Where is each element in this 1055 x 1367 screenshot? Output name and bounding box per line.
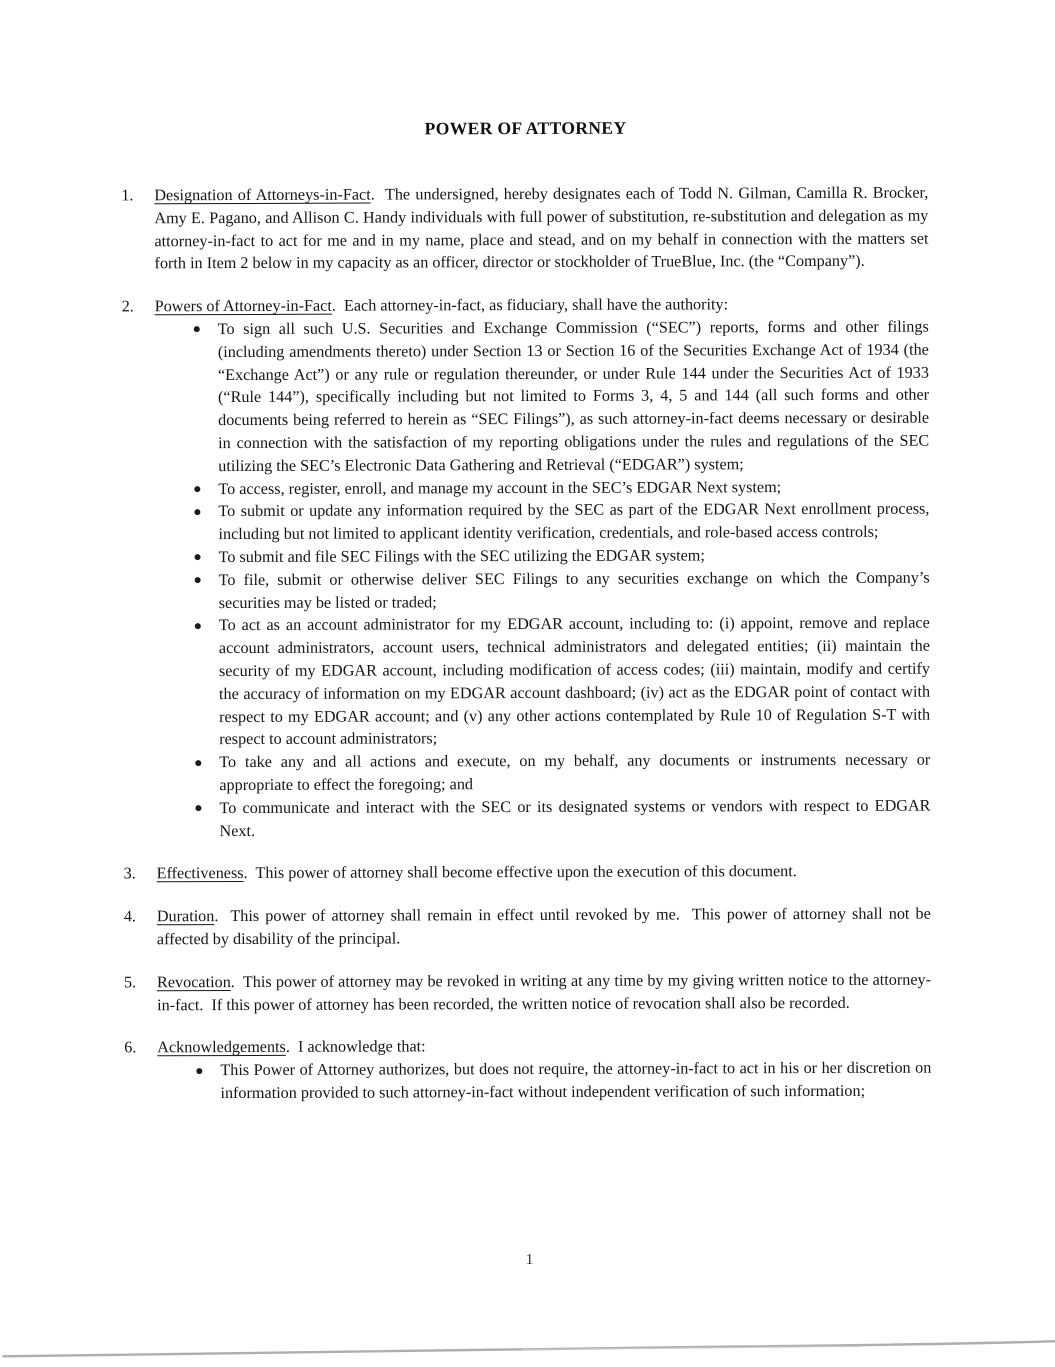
item-paragraph xyxy=(154,182,928,276)
item-paragraph xyxy=(157,1034,931,1059)
bullet-item xyxy=(155,498,929,546)
bullet-marker-icon xyxy=(195,577,201,583)
item-heading: Revocation xyxy=(157,972,231,991)
item-number: 5. xyxy=(124,973,137,992)
bullet-item xyxy=(157,1057,931,1105)
item-content xyxy=(155,293,931,843)
list-item-6 xyxy=(124,1034,931,1105)
item-paragraph xyxy=(157,860,931,885)
item-number: 6. xyxy=(124,1038,137,1057)
list-item-4 xyxy=(124,903,931,951)
item-text: I acknowledge that: xyxy=(297,1037,426,1057)
bullet-text: To access, register, enroll, and manage my account in the SEC’s EDGAR Next system; xyxy=(218,477,782,498)
item-number: 1. xyxy=(121,186,134,205)
bullet-list xyxy=(155,316,931,843)
item-number: 2. xyxy=(121,297,134,316)
item-text: This power of attorney may be revoked in writing at any time by my giving written notice to the attorney-in-fact. If this power of attorney has been recorded, the written notice of revocation shall also be recorded. xyxy=(157,970,932,1014)
bullet-marker-icon xyxy=(196,1068,202,1074)
list-item-2 xyxy=(122,293,931,843)
bullet-list xyxy=(157,1057,931,1105)
bullet-text: To take any and all actions and execute, on my behalf, any documents or instruments necessary or appropriate to effect the foregoing; and xyxy=(219,750,931,794)
bullet-item xyxy=(155,316,930,478)
bullet-marker-icon xyxy=(194,327,200,333)
item-heading: Powers of Attorney-in-Fact xyxy=(154,296,332,316)
bullet-text: To submit and file SEC Filings with the SEC utilizing the EDGAR system; xyxy=(218,546,705,567)
document-title: POWER OF ATTORNEY xyxy=(424,117,627,139)
item-heading-separator: . xyxy=(370,185,385,204)
item-heading: Duration xyxy=(156,907,215,926)
bullet-item xyxy=(156,794,930,842)
bullet-text: To file, submit or otherwise deliver SEC Filings to any securities exchange on which the Company’s securities may be listed or traded; xyxy=(218,568,930,612)
item-paragraph xyxy=(157,903,931,951)
page-scan-edge-line xyxy=(2,1332,1055,1367)
item-text: This power of attorney shall remain in effect until revoked by me. This power of attorney shall not be affected by disability of the principal. xyxy=(156,904,931,949)
item-content xyxy=(157,860,931,885)
item-heading: Designation of Attorneys-in-Fact xyxy=(154,185,371,205)
item-heading-separator: . xyxy=(243,864,256,883)
bullet-marker-icon xyxy=(195,805,201,811)
bullet-text: To sign all such U.S. Securities and Exchange Commission (“SEC”) reports, forms and other filings (including amendments thereto) under Section 13 or Section 16 of the Securities Exchange Act of 1934 (the “Exchange Act”) or any rule or regulation thereunder, or under Rule 144 under the Securities Act of 1933 (“Rule 144”), specifically including but not limited to Forms 3, 4, 5 and 144 (all such forms and other documents being referred to herein as “SEC Filings”), as such attorney-in-fact deems necessary or desirable in connection with the satisfaction of my reporting obligations under the rules and regulations of the SEC utilizing the SEC’s Electronic Data Gathering and Retrieval (“EDGAR”) system; xyxy=(217,317,930,475)
item-paragraph xyxy=(155,293,929,318)
item-heading: Acknowledgements xyxy=(157,1038,286,1057)
bullet-marker-icon xyxy=(195,760,201,766)
bullet-text: This Power of Attorney authorizes, but does not require, the attorney-in-fact to act in his or her discretion on information provided to such attorney-in-fact without independent verification of such information; xyxy=(220,1058,932,1102)
page-number: 1 xyxy=(525,1251,534,1269)
item-number: 3. xyxy=(123,864,136,883)
item-heading-separator: . xyxy=(214,907,231,926)
item-text: The undersigned, hereby designates each of Todd N. Gilman, Camilla R. Brocker, Amy E. Pagano, and Allison C. Handy individuals with full power of substitution, re-substitution and delegation as my attorney-in-fact to act for me and in my name, place and stead, and on my behalf in connection with the matters set forth in Item 2 below in my capacity as an officer, director or stockholder of TrueBlue, Inc. (the “Company”). xyxy=(154,183,929,273)
bullet-text: To communicate and interact with the SEC or its designated systems or vendors with respect to EDGAR Next. xyxy=(219,796,931,840)
bullet-text: To act as an account administrator for my EDGAR account, including to: (i) appoint, remove and replace account administrators, account users, technical administrators and delegated entities; (ii) maintain the security of my EDGAR account, including modification of access codes; (iii) maintain, modify and certify the accuracy of information on my EDGAR account dashboard; (iv) act as the EDGAR point of contact with respect to my EDGAR account; and (v) any other actions contemplated by Rule 10 of Regulation S-T with respect to account administrators; xyxy=(218,613,931,749)
bullet-marker-icon xyxy=(195,555,201,561)
item-paragraph xyxy=(157,968,931,1016)
item-content xyxy=(157,903,931,951)
item-heading-separator: . xyxy=(331,296,344,315)
list-item-5 xyxy=(124,968,931,1016)
bullet-item xyxy=(156,566,930,614)
item-number: 4. xyxy=(123,907,136,926)
bullet-item xyxy=(156,544,930,569)
numbered-list xyxy=(0,181,1055,1105)
item-content xyxy=(157,968,931,1016)
item-content xyxy=(157,1034,931,1105)
bullet-text: To submit or update any information required by the SEC as part of the EDGAR Next enrollment process, including but not limited to applicant identity verification, credentials, and role-based access controls; xyxy=(218,499,930,544)
bullet-marker-icon xyxy=(194,509,200,515)
item-heading: Effectiveness xyxy=(156,864,244,883)
list-item-3 xyxy=(124,860,931,886)
item-text: This power of attorney shall become effective upon the execution of this document. xyxy=(255,862,797,883)
bullet-marker-icon xyxy=(194,486,200,492)
item-heading-separator: . xyxy=(230,972,243,991)
bullet-item xyxy=(155,475,929,500)
bullet-marker-icon xyxy=(195,623,201,629)
bullet-item xyxy=(156,612,930,751)
item-content xyxy=(154,182,928,276)
item-text: Each attorney-in-fact, as fiduciary, shall have the authority: xyxy=(343,295,729,315)
list-item-1 xyxy=(121,182,928,276)
bullet-item xyxy=(156,749,930,797)
item-heading-separator: . xyxy=(285,1038,299,1057)
